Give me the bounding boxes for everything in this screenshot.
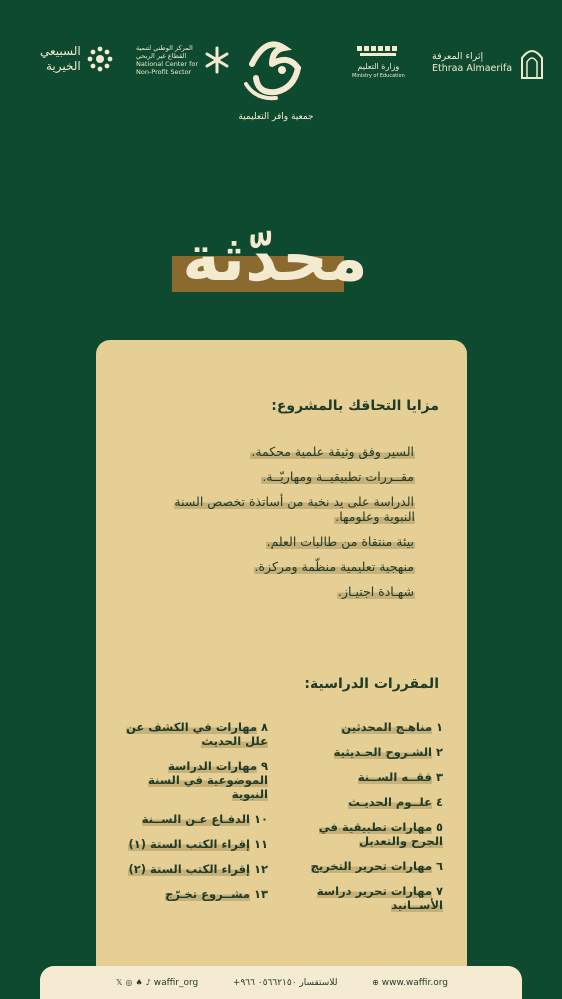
- website-link[interactable]: [372, 978, 448, 988]
- waffir-icon: [236, 34, 316, 106]
- globe-icon: ⊕: [372, 978, 379, 987]
- waffir-caption: جمعية وافر التعليمية: [238, 112, 314, 122]
- header: [0, 28, 562, 138]
- course-item: ٧مهارات تحرير دراسة الأســانيد: [316, 884, 443, 912]
- ncnp-ar1: المركز الوطني لتنمية: [136, 44, 193, 52]
- advantage-item: بيئة منتقاة من طالبات العلم.: [266, 534, 414, 549]
- moe-icon: [355, 44, 401, 60]
- advantages-title: مزايا التحاقك بالمشروع:: [271, 398, 439, 414]
- ncnp-ar2: القطاع غير الربحي: [136, 52, 187, 60]
- sabiei-line1: السبيعي: [40, 44, 81, 58]
- footer-bar: [40, 966, 522, 999]
- moe-logo: [352, 44, 405, 79]
- courses-title: المقررات الدراسية:: [304, 676, 439, 692]
- course-item: ١٣مشــروع تخـرّج: [165, 887, 268, 901]
- course-item: ٤علــوم الحديـث: [348, 795, 443, 809]
- content-card: [96, 340, 467, 980]
- advantage-item: السير وفق وثيقة علمية محكمة.: [251, 444, 414, 459]
- website-url[interactable]: www.waffir.org: [381, 977, 448, 988]
- inquiry-text: للاستفسار ٠٥٦٦٢١٥٠ ٩٦٦+: [232, 977, 338, 988]
- advantage-item: منهجية تعليمية منظّمة ومركزة.: [254, 559, 414, 574]
- course-item: ٦مهارات تحرير التخريج: [310, 859, 443, 873]
- ethraa-icon: [518, 46, 546, 80]
- ethraa-en: Ethraa Almaerifa: [432, 63, 513, 74]
- course-item: ١مناهـج المحدثين: [341, 720, 443, 734]
- hero-title: محدّثة: [182, 222, 368, 296]
- ncnp-icon: [204, 45, 230, 75]
- course-item: ٥مهارات تطبيقية في الجرح والتعديل: [318, 820, 443, 848]
- ncnp-en2: Non-Profit Sector: [136, 68, 192, 76]
- instagram-icon[interactable]: ◎: [125, 978, 133, 987]
- social-handle[interactable]: waffir_org: [153, 977, 199, 988]
- ncnp-en1: National Center for: [136, 60, 199, 68]
- hero-calligraphy: [150, 198, 400, 308]
- social-handles[interactable]: [116, 978, 198, 988]
- course-item: ٢الشـروح الحـديثية: [333, 745, 443, 759]
- advantage-item: شهـادة اجتيـاز.: [337, 584, 414, 599]
- waffir-logo: [236, 34, 316, 122]
- tiktok-icon[interactable]: ♪: [145, 978, 151, 987]
- x-icon[interactable]: 𝕏: [116, 978, 123, 987]
- course-item: ٣فقــه الســنة: [357, 770, 443, 784]
- courses-right-column: [295, 720, 443, 923]
- sabiei-icon: [87, 46, 113, 72]
- ncnp-logo: [136, 44, 230, 76]
- sabiei-line2: الخيرية: [45, 59, 81, 73]
- courses-left-column: [120, 720, 268, 923]
- advantage-item: مقــررات تطبيقيــة ومهاريّــة.: [262, 469, 414, 484]
- advantage-item: الدراسة على يد نخبة من أساتذة تخصص السنة النبوية وعلومها.: [174, 494, 415, 524]
- ethraa-ar: إثراء المعرفة: [432, 51, 484, 62]
- sabiei-logo: [40, 44, 113, 74]
- courses-grid: [120, 720, 443, 923]
- course-item: ٨مهارات في الكشف عن علل الحديث: [126, 720, 268, 748]
- course-item: ٩مهارات الدراسة الموضوعية في السنة النبوية: [148, 759, 268, 801]
- course-item: ١٢إقراء الكتب الستة (٢): [128, 862, 268, 876]
- inquiry-contact: [233, 978, 338, 988]
- moe-en: Ministry of Education: [352, 73, 405, 79]
- moe-ar: وزارة التعليم: [357, 62, 400, 71]
- ethraa-logo: [432, 46, 546, 80]
- course-item: ١١إقراء الكتب الستة (١): [128, 837, 268, 851]
- advantages-list: [155, 444, 415, 609]
- course-item: ١٠الدفـاع عـن الســنة: [141, 812, 268, 826]
- snapchat-icon[interactable]: ♠: [135, 978, 143, 987]
